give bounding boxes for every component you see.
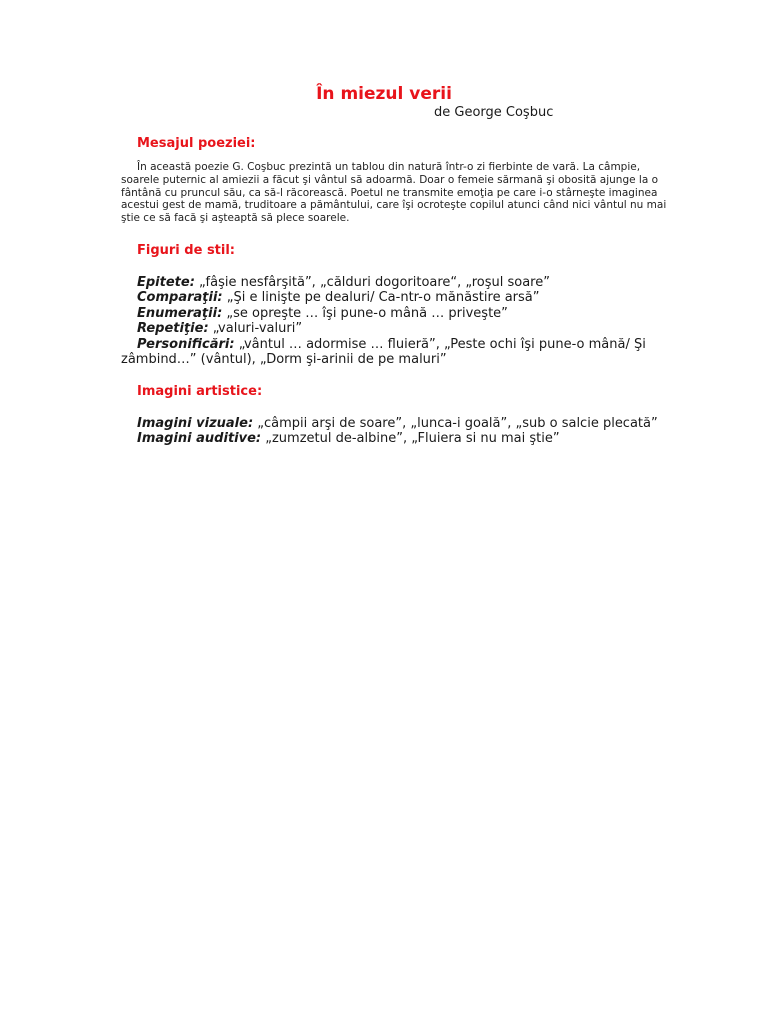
figuri-item-enumeratii — [121, 306, 691, 321]
figure-term: Comparaţii: — [137, 290, 223, 306]
figure-text: „fâşie nesfârşită”, „călduri dogoritoare“, „roşul soare” — [194, 275, 550, 290]
poem-author: de George Coşbuc — [434, 105, 554, 120]
image-term: Imagini vizuale: — [137, 416, 254, 431]
section-heading-figuri: Figuri de stil: — [137, 243, 236, 258]
poem-title: În miezul verii — [316, 84, 452, 104]
imagini-list — [121, 416, 691, 447]
figure-text: „vântul … adormise … fluieră”, „Peste ochi îşi pune-o mână/ Şi zâmbind…” (vântul), „Dorm şi-arinii de pe maluri” — [121, 336, 646, 368]
figuri-item-repetitie — [121, 321, 691, 336]
figuri-item-personificari — [121, 337, 691, 368]
image-term: Imagini auditive: — [137, 431, 262, 447]
figuri-item-comparatii — [121, 290, 691, 305]
figure-term: Repetiţie: — [137, 321, 209, 337]
imagini-item-auditive — [121, 431, 691, 446]
mesaj-paragraph: În această poezie G. Coşbuc prezintă un tablou din natură într-o zi fierbinte de vară. La câmpie, soarele puternic al amiezii a făcut şi vântul să adoarmă. Doar o femeie sărmană şi obosită ajunge la o fântână cu pruncul său, ca să-l răcorească. Poetul ne transmite emoţia pe care i-o stârneşte imaginea acestui gest de mamă, truditoare a pământului, care îşi ocroteşte copilul atunci când nici vântul nu mai ştie ce să facă şi aşteaptă să plece soarele. — [121, 161, 667, 225]
figuri-item-epitete — [121, 275, 691, 290]
figure-text: „Şi e linişte pe dealuri/ Ca-ntr-o mănăstire arsă” — [222, 290, 540, 306]
section-heading-mesaj: Mesajul poeziei: — [137, 136, 256, 151]
section-heading-imagini: Imagini artistice: — [137, 384, 263, 399]
figure-term: Personificări: — [137, 336, 235, 352]
image-text: „câmpii arşi de soare”, „lunca-i goală”, „sub o salcie plecată” — [253, 416, 658, 431]
figuri-list — [121, 275, 691, 367]
imagini-item-vizuale — [121, 416, 691, 431]
figure-text: „valuri-valuri” — [208, 321, 303, 337]
figure-term: Enumeraţii: — [137, 305, 223, 321]
image-text: „zumzetul de-albine”, „Fluiera si nu mai ştie” — [261, 431, 560, 447]
figure-text: „se opreşte … îşi pune-o mână … priveşte” — [222, 305, 508, 321]
figure-term: Epitete: — [137, 275, 195, 290]
